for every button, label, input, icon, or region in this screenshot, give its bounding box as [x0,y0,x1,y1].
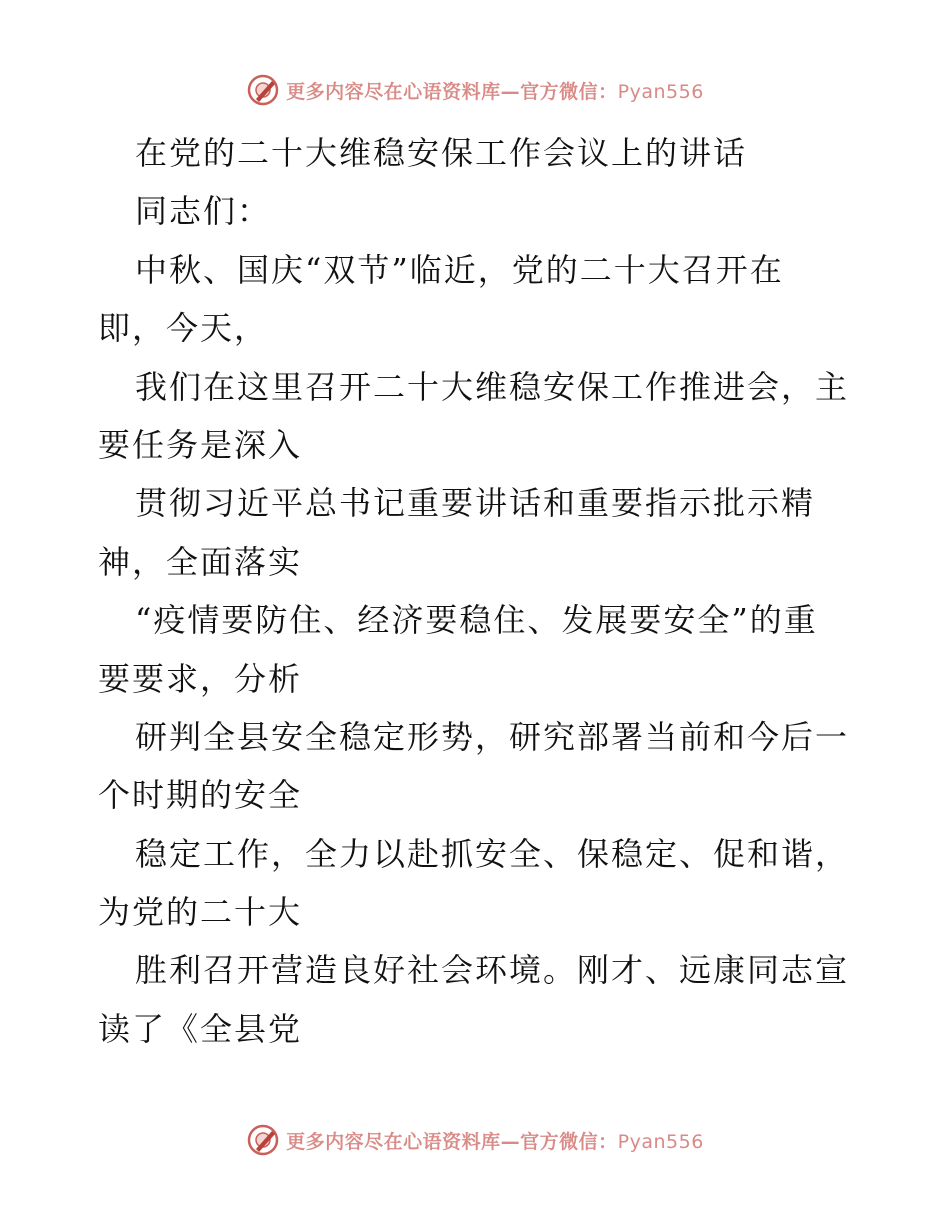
header-watermark [0,70,950,110]
text-line: 我们在这里召开二十大维稳安保工作推进会，主 [135,367,850,406]
text-line: 要要求，分析 [98,659,303,698]
text-line: 读了《全县党 [98,1009,303,1048]
text-line: 同志们： [135,192,272,231]
watermark-id: Pyan556 [617,1130,704,1153]
watermark-logo-icon [246,1123,280,1157]
text-line: 为党的二十大 [98,893,303,932]
text-line: 即，今天， [98,309,269,348]
watermark-id: Pyan556 [617,80,704,103]
text-line: 在党的二十大维稳安保工作会议上的讲话 [135,134,748,172]
text-line: 稳定工作，全力以赴抓安全、保稳定、促和谐， [135,834,850,873]
text-line: 个时期的安全 [98,776,303,815]
text-line: 研判全县安全稳定形势，研究部署当前和今后一 [135,717,850,756]
text-line: 贯彻习近平总书记重要讲话和重要指示批示精 [135,484,816,523]
watermark-logo-icon [246,73,280,107]
text-line: 胜利召开营造良好社会环境。刚才、远康同志宣 [135,951,850,990]
text-line: 中秋、国庆“双节”临近，党的二十大召开在 [135,250,784,289]
text-line: “疫情要防住、经济要稳住、发展要安全”的重 [135,601,818,640]
document-body [98,124,850,1058]
text-line: 要任务是深入 [98,425,303,464]
footer-watermark [0,1120,950,1160]
watermark-text: 更多内容尽在心语资料库—官方微信： [286,1130,618,1153]
watermark-text: 更多内容尽在心语资料库—官方微信： [286,80,618,103]
text-line: 神，全面落实 [98,542,303,581]
